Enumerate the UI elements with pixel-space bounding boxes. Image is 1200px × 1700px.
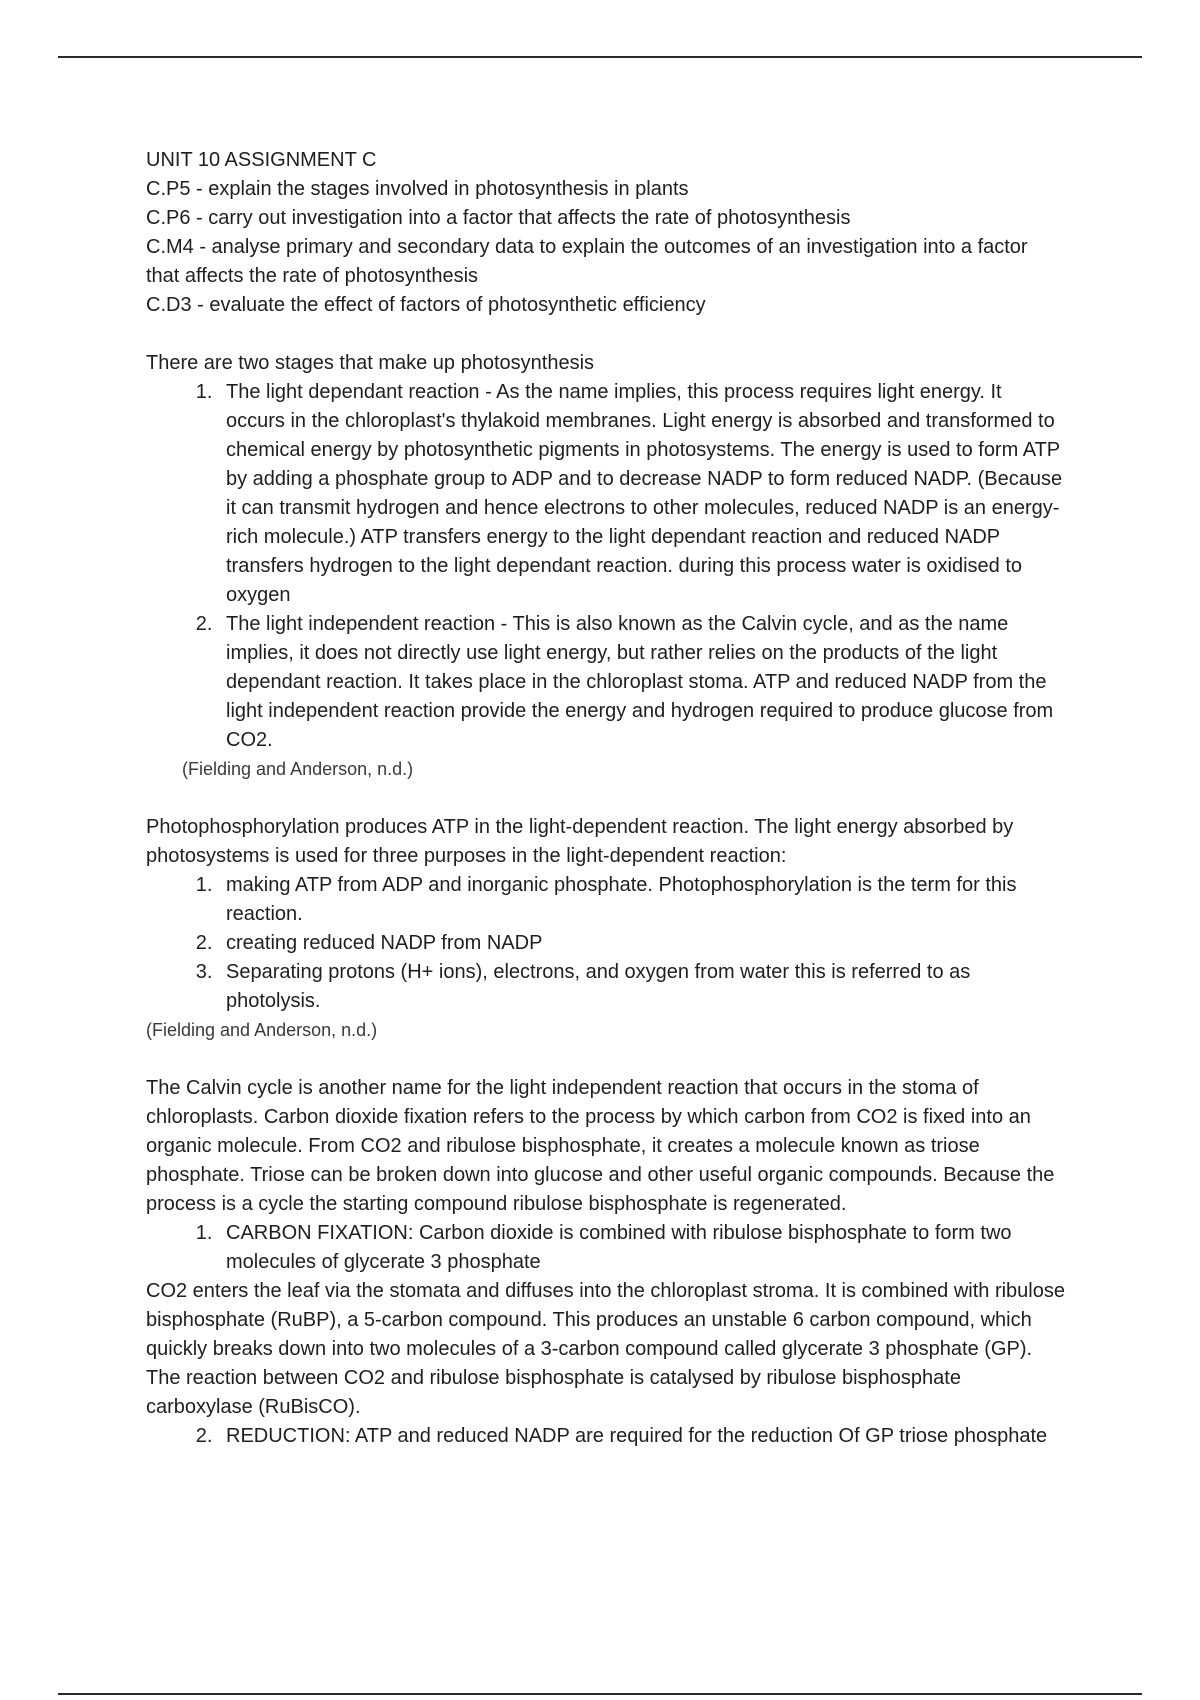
list-item: 1. The light dependant reaction - As the name implies, this process requires light energy. It occurs in the chloroplast's thylakoid membranes. Light energy is absorbed and transformed to chemical energy by photosynthetic pigments in photosystems. The energy is used to form ATP by adding a phosphate group to ADP and to decrease NADP to form reduced NADP. (Because it can transmit hydrogen and hence electrons to other molecules, reduced NADP is an energy-rich molecule.) ATP transfers energy to the light dependant reaction and reduced NADP transfers hydrogen to the light dependant reaction. during this process water is oxidised to oxygen <box>218 378 1066 610</box>
document-title: UNIT 10 ASSIGNMENT C <box>146 149 377 171</box>
list-item: 1. making ATP from ADP and inorganic phosphate. Photophosphorylation is the term for this reaction. <box>218 871 1066 929</box>
list-item: 2. REDUCTION: ATP and reduced NADP are required for the reduction Of GP triose phosphate <box>218 1422 1066 1451</box>
objective-p6: C.P6 - carry out investigation into a factor that affects the rate of photosynthesis <box>146 207 851 229</box>
photophosphorylation-list <box>146 871 1066 1016</box>
objective-d3: C.D3 - evaluate the effect of factors of photosynthetic efficiency <box>146 294 706 316</box>
stages-intro: There are two stages that make up photosynthesis <box>146 352 595 374</box>
photophosphorylation-intro: Photophosphorylation produces ATP in the light-dependent reaction. The light energy absorbed by photosystems is used for three purposes in the light-dependent reaction: <box>146 816 1014 867</box>
list-item: 2. The light independent reaction - This is also known as the Calvin cycle, and as the name implies, it does not directly use light energy, but rather relies on the products of the light dependant reaction. It takes place in the chloroplast stoma. ATP and reduced NADP from the light independent reaction provide the energy and hydrogen required to produce glucose from CO2. <box>218 610 1066 755</box>
calvin-list-1 <box>146 1219 1066 1277</box>
objective-p5: C.P5 - explain the stages involved in photosynthesis in plants <box>146 178 689 200</box>
list-item: 1. CARBON FIXATION: Carbon dioxide is combined with ribulose bisphosphate to form two molecules of glycerate 3 phosphate <box>218 1219 1066 1277</box>
calvin-intro: The Calvin cycle is another name for the light independent reaction that occurs in the stoma of chloroplasts. Carbon dioxide fixation refers to the process by which carbon from CO2 is fixed into an organic molecule. From CO2 and ribulose bisphosphate, it creates a molecule known as triose phosphate. Triose can be broken down into glucose and other useful organic compounds. Because the process is a cycle the starting compound ribulose bisphosphate is regenerated. <box>146 1077 1055 1215</box>
footer-rule <box>58 1693 1142 1695</box>
calvin-list-2 <box>146 1422 1066 1451</box>
header-rule <box>58 56 1142 58</box>
stages-list <box>146 378 1066 755</box>
citation: (Fielding and Anderson, n.d.) <box>182 759 414 779</box>
list-item: 2. creating reduced NADP from NADP <box>218 929 1066 958</box>
calvin-detail: CO2 enters the leaf via the stomata and diffuses into the chloroplast stroma. It is combined with ribulose bisphosphate (RuBP), a 5-carbon compound. This produces an unstable 6 carbon compound, which quickly breaks down into two molecules of a 3-carbon compound called glycerate 3 phosphate (GP). The reaction between CO2 and ribulose bisphosphate is catalysed by ribulose bisphosphate carboxylase (RuBisCO). <box>146 1280 1065 1418</box>
list-item: 3. Separating protons (H+ ions), electrons, and oxygen from water this is referred to as photolysis. <box>218 958 1066 1016</box>
citation: (Fielding and Anderson, n.d.) <box>146 1020 378 1040</box>
objective-m4: C.M4 - analyse primary and secondary data to explain the outcomes of an investigation into a factor that affects the rate of photosynthesis <box>146 236 1028 287</box>
document-body <box>146 146 1066 1451</box>
